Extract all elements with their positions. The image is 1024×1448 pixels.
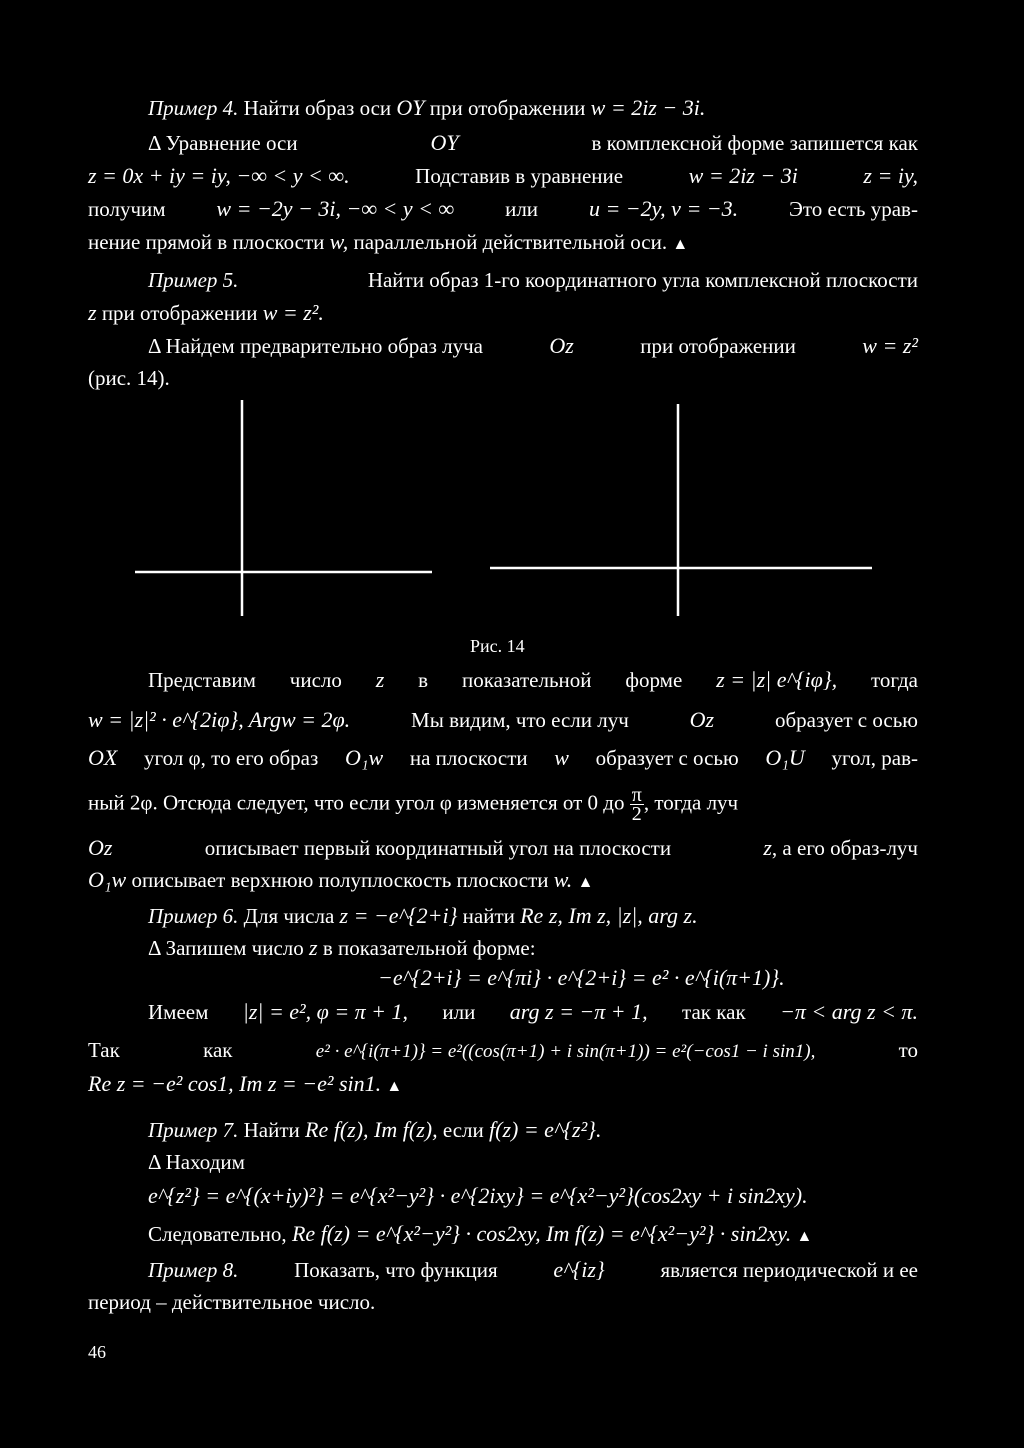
text: Находим — [165, 1150, 245, 1174]
text: Мы видим, что если луч — [411, 708, 629, 732]
left-axes — [135, 400, 432, 616]
math: O₁w — [344, 745, 384, 770]
math: w — [554, 745, 569, 770]
delta-symbol: Δ — [148, 1150, 161, 1174]
text: Для числа — [243, 904, 335, 928]
text: при отображении — [429, 96, 586, 120]
example-label: Пример 7. — [148, 1118, 239, 1142]
text: Это есть урав- — [789, 197, 918, 221]
example4-line2 — [148, 127, 918, 159]
exp-line5 — [88, 832, 918, 864]
text: , тогда луч — [643, 790, 739, 815]
math: OY — [396, 95, 425, 120]
text: Так — [88, 1038, 120, 1062]
text: , а его образ-луч — [771, 836, 918, 860]
exp-line1 — [148, 664, 918, 696]
exp-line2 — [88, 704, 918, 736]
text: в комплексной форме запишется как — [591, 131, 918, 155]
math: w = z². — [262, 300, 324, 325]
text: или — [505, 197, 539, 221]
example7-title-line — [148, 1114, 601, 1146]
text: Представим — [148, 668, 256, 692]
math: −π < arg z < π. — [780, 999, 918, 1024]
text: то — [898, 1038, 918, 1062]
math: O₁w — [88, 867, 127, 892]
text: Найти образ 1-го координатного угла комплексной плоскости — [367, 268, 918, 292]
text: Запишем число — [165, 936, 304, 960]
text: показательной — [461, 668, 592, 692]
example6-line3 — [148, 996, 918, 1028]
text: форме — [625, 668, 683, 692]
delta-symbol: Δ — [148, 936, 161, 960]
text: получим — [88, 197, 166, 221]
figure-caption: Рис. 14 — [470, 636, 525, 656]
example4-line4 — [88, 193, 918, 225]
text: если — [442, 1118, 484, 1142]
text: описывает первый координатный угол на плоскости — [204, 836, 672, 860]
math: Re z, Im z, |z|, arg z. — [520, 903, 698, 928]
text: период – действительное число. — [88, 1290, 376, 1314]
text: Найдем предварительно образ луча — [165, 334, 483, 358]
example5-title-line — [148, 264, 918, 296]
text: нение прямой в плоскости — [88, 230, 325, 254]
example4-line5 — [88, 226, 688, 261]
text: угол, рав- — [831, 746, 918, 770]
text: при отображении — [640, 334, 796, 358]
text: на плоскости — [409, 746, 528, 770]
math: e^{z²} = e^{(x+iy)²} = e^{x²−y²} · e^{2ixy} = e^{x²−y²}(cos2xy + i sin2xy). — [148, 1183, 808, 1208]
math: |z| = e², φ = π + 1, — [242, 999, 409, 1024]
text: найти — [462, 904, 515, 928]
text: Подставив в уравнение — [415, 164, 624, 188]
figure-14 — [0, 390, 1024, 650]
math: −e^{2+i} = e^{πi} · e^{2+i} = e² · e^{i(π+1)}. — [378, 965, 785, 990]
example5-line3 — [148, 330, 918, 362]
end-marker: ▲ — [386, 1078, 403, 1095]
math: z = 0x + iy = iy, −∞ < y < ∞. — [88, 163, 350, 188]
math: z = iy, — [863, 163, 918, 188]
text: как — [203, 1038, 233, 1062]
math: Re f(z) = e^{x²−y²} · cos2xy, Im f(z) = e^{x²−y²} · sin2xy. — [291, 1221, 792, 1246]
text: Найти — [243, 1118, 300, 1142]
text: описывает верхнюю полуплоскость плоскости — [131, 868, 549, 892]
right-axes — [490, 404, 872, 616]
math: z — [309, 935, 318, 960]
example6-eq1 — [378, 962, 785, 994]
text: Показать, что функция — [294, 1258, 498, 1282]
text: угол φ, то его образ — [144, 746, 319, 770]
delta-symbol: Δ — [148, 131, 161, 155]
math: w = |z|² · e^{2iφ}, Argw = 2φ. — [88, 707, 351, 732]
example-label: Пример 4. — [148, 96, 239, 120]
text: ный 2φ. Отсюда следует, что если угол φ изменяется от 0 до — [88, 790, 625, 815]
end-marker: ▲ — [577, 874, 594, 891]
text: так как — [682, 1000, 746, 1024]
math: w = −2y − 3i, −∞ < y < ∞ — [216, 196, 455, 221]
example6-line2 — [148, 932, 536, 964]
math: z = −e^{2+i} — [339, 903, 458, 928]
example8-title-line — [148, 1254, 918, 1286]
math: e² · e^{i(π+1)} = e²((cos(π+1) + i sin(π+1)) = e²(−cos1 − i sin1), — [315, 1041, 816, 1062]
text: или — [442, 1000, 476, 1024]
example7-line3 — [148, 1218, 812, 1253]
math: Re z = −e² cos1, Im z = −e² sin1. — [88, 1071, 382, 1096]
math: w = z² — [862, 333, 918, 358]
math: Re f(z), Im f(z), — [305, 1117, 438, 1142]
text: является периодической и ее — [660, 1258, 918, 1282]
text: образует с осью — [774, 708, 918, 732]
math: u = −2y, v = −3. — [588, 196, 739, 221]
math: Oz — [549, 333, 574, 358]
text: Следовательно, — [148, 1222, 287, 1246]
text: образует с осью — [595, 746, 739, 770]
text: Имеем — [148, 1000, 209, 1024]
text: Найти образ оси — [243, 96, 392, 120]
example5-line2 — [88, 297, 324, 329]
exp-line4 — [88, 786, 738, 823]
exp-line6 — [88, 864, 593, 899]
example7-eq — [148, 1180, 808, 1212]
example-label: Пример 8. — [148, 1258, 239, 1282]
example6-line5 — [88, 1068, 402, 1103]
text: Уравнение оси — [165, 131, 298, 155]
math: OY — [430, 130, 459, 155]
text: в — [418, 668, 429, 692]
math: OX — [88, 745, 118, 770]
math: z — [375, 667, 385, 692]
math: Oz — [88, 835, 113, 860]
page-number: 46 — [88, 1342, 106, 1362]
end-marker: ▲ — [672, 236, 689, 253]
fraction-pi-over-2 — [630, 786, 644, 823]
delta-symbol: Δ — [148, 334, 161, 358]
math: arg z = −π + 1, — [509, 999, 648, 1024]
text: число — [289, 668, 342, 692]
math: w = 2iz − 3i. — [590, 95, 706, 120]
math: z — [88, 300, 97, 325]
math: e^{iz} — [553, 1257, 605, 1282]
text: при отображении — [101, 301, 258, 325]
text: (рис. 14). — [88, 366, 170, 390]
example7-line2 — [148, 1146, 245, 1178]
text: в показательной форме: — [322, 936, 536, 960]
text: тогда — [871, 668, 918, 692]
math: O₁U — [765, 745, 805, 770]
example8-line2 — [88, 1286, 375, 1318]
example6-line4 — [88, 1034, 918, 1068]
math: w = 2iz − 3i — [688, 163, 798, 188]
text: параллельной действительной оси. — [353, 230, 668, 254]
example4-line3 — [88, 160, 918, 192]
example4-title-line — [148, 92, 705, 124]
math: z = |z| e^{iφ}, — [716, 667, 838, 692]
example6-title-line — [148, 900, 698, 932]
math: Oz — [689, 707, 715, 732]
end-marker: ▲ — [796, 1228, 813, 1245]
example-label: Пример 6. — [148, 904, 239, 928]
math: z — [763, 835, 772, 860]
denominator: 2 — [631, 803, 642, 825]
math: w. — [553, 867, 573, 892]
exp-line3 — [88, 742, 918, 774]
numerator: π — [631, 784, 642, 806]
math: w, — [329, 229, 349, 254]
math: f(z) = e^{z²}. — [489, 1117, 602, 1142]
example-label: Пример 5. — [148, 268, 239, 292]
